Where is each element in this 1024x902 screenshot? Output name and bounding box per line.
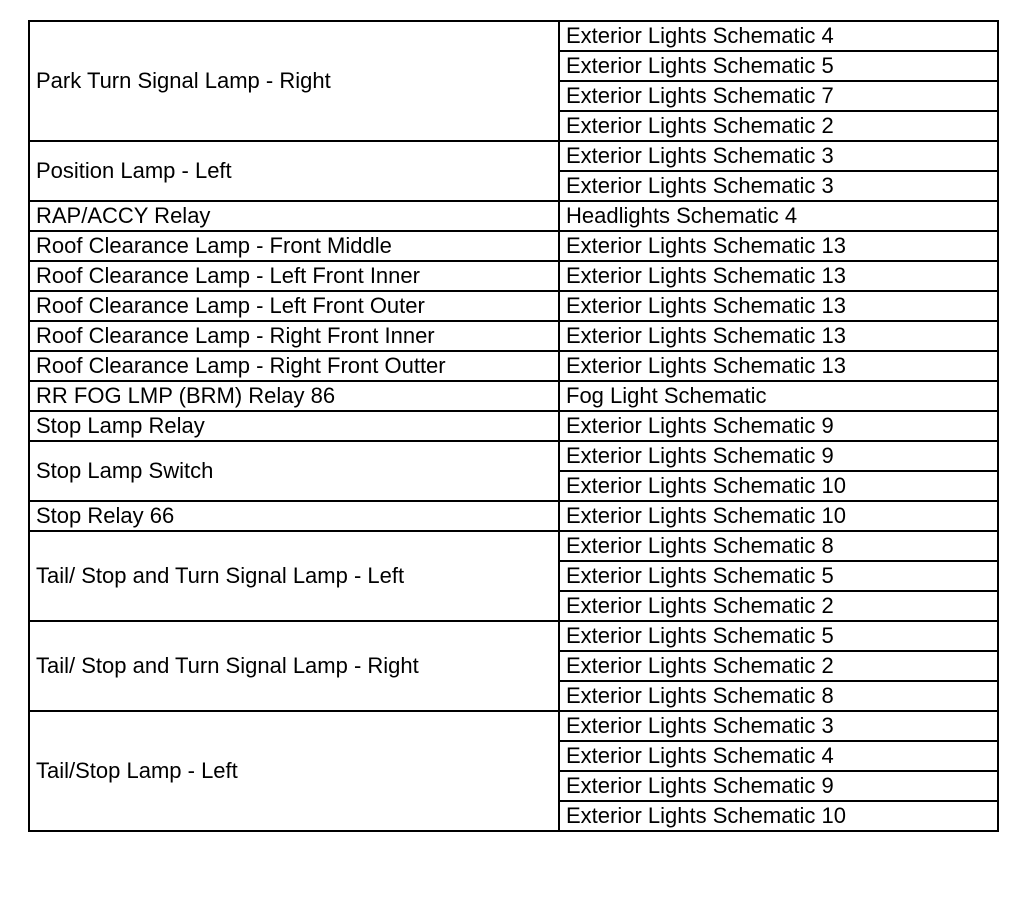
schematic-reference-cell: Exterior Lights Schematic 9 — [559, 771, 998, 801]
schematic-reference-cell: Fog Light Schematic — [559, 381, 998, 411]
schematic-reference-cell: Exterior Lights Schematic 2 — [559, 651, 998, 681]
table-row — [29, 411, 998, 441]
schematic-reference-cell: Exterior Lights Schematic 8 — [559, 531, 998, 561]
schematic-reference-cell: Exterior Lights Schematic 10 — [559, 501, 998, 531]
schematic-reference-cell: Exterior Lights Schematic 13 — [559, 321, 998, 351]
table-row — [29, 621, 998, 651]
table-row — [29, 321, 998, 351]
component-schematic-index-table — [28, 20, 999, 832]
schematic-reference-cell: Exterior Lights Schematic 13 — [559, 291, 998, 321]
component-name-cell: Stop Relay 66 — [29, 501, 559, 531]
table-row — [29, 231, 998, 261]
component-name-cell: Park Turn Signal Lamp - Right — [29, 21, 559, 141]
component-name-cell: Tail/Stop Lamp - Left — [29, 711, 559, 831]
schematic-reference-cell: Exterior Lights Schematic 13 — [559, 351, 998, 381]
schematic-reference-cell: Exterior Lights Schematic 2 — [559, 591, 998, 621]
table-row — [29, 201, 998, 231]
table-row — [29, 711, 998, 741]
schematic-reference-cell: Exterior Lights Schematic 10 — [559, 471, 998, 501]
component-name-cell: Roof Clearance Lamp - Front Middle — [29, 231, 559, 261]
table-body — [29, 21, 998, 831]
schematic-reference-cell: Exterior Lights Schematic 4 — [559, 741, 998, 771]
schematic-reference-cell: Exterior Lights Schematic 2 — [559, 111, 998, 141]
table-row — [29, 381, 998, 411]
component-name-cell: Roof Clearance Lamp - Left Front Outer — [29, 291, 559, 321]
schematic-reference-cell: Exterior Lights Schematic 10 — [559, 801, 998, 831]
component-name-cell: Stop Lamp Switch — [29, 441, 559, 501]
component-name-cell: Position Lamp - Left — [29, 141, 559, 201]
component-name-cell: Stop Lamp Relay — [29, 411, 559, 441]
table-row — [29, 21, 998, 51]
component-name-cell: Tail/ Stop and Turn Signal Lamp - Right — [29, 621, 559, 711]
table-row — [29, 141, 998, 171]
component-name-cell: RR FOG LMP (BRM) Relay 86 — [29, 381, 559, 411]
table-row — [29, 351, 998, 381]
schematic-reference-cell: Exterior Lights Schematic 5 — [559, 621, 998, 651]
table-row — [29, 261, 998, 291]
schematic-reference-cell: Exterior Lights Schematic 5 — [559, 51, 998, 81]
schematic-reference-cell: Exterior Lights Schematic 8 — [559, 681, 998, 711]
schematic-reference-cell: Exterior Lights Schematic 9 — [559, 441, 998, 471]
schematic-reference-cell: Exterior Lights Schematic 3 — [559, 711, 998, 741]
schematic-reference-cell: Exterior Lights Schematic 9 — [559, 411, 998, 441]
component-name-cell: Roof Clearance Lamp - Right Front Outter — [29, 351, 559, 381]
schematic-reference-cell: Exterior Lights Schematic 5 — [559, 561, 998, 591]
schematic-reference-cell: Exterior Lights Schematic 7 — [559, 81, 998, 111]
schematic-reference-cell: Exterior Lights Schematic 3 — [559, 141, 998, 171]
component-name-cell: Tail/ Stop and Turn Signal Lamp - Left — [29, 531, 559, 621]
schematic-reference-cell: Exterior Lights Schematic 3 — [559, 171, 998, 201]
table-row — [29, 441, 998, 471]
table-row — [29, 531, 998, 561]
schematic-reference-cell: Exterior Lights Schematic 4 — [559, 21, 998, 51]
schematic-reference-cell: Exterior Lights Schematic 13 — [559, 261, 998, 291]
table-row — [29, 291, 998, 321]
table-row — [29, 501, 998, 531]
schematic-reference-cell: Exterior Lights Schematic 13 — [559, 231, 998, 261]
component-name-cell: Roof Clearance Lamp - Left Front Inner — [29, 261, 559, 291]
schematic-reference-cell: Headlights Schematic 4 — [559, 201, 998, 231]
component-name-cell: Roof Clearance Lamp - Right Front Inner — [29, 321, 559, 351]
component-name-cell: RAP/ACCY Relay — [29, 201, 559, 231]
